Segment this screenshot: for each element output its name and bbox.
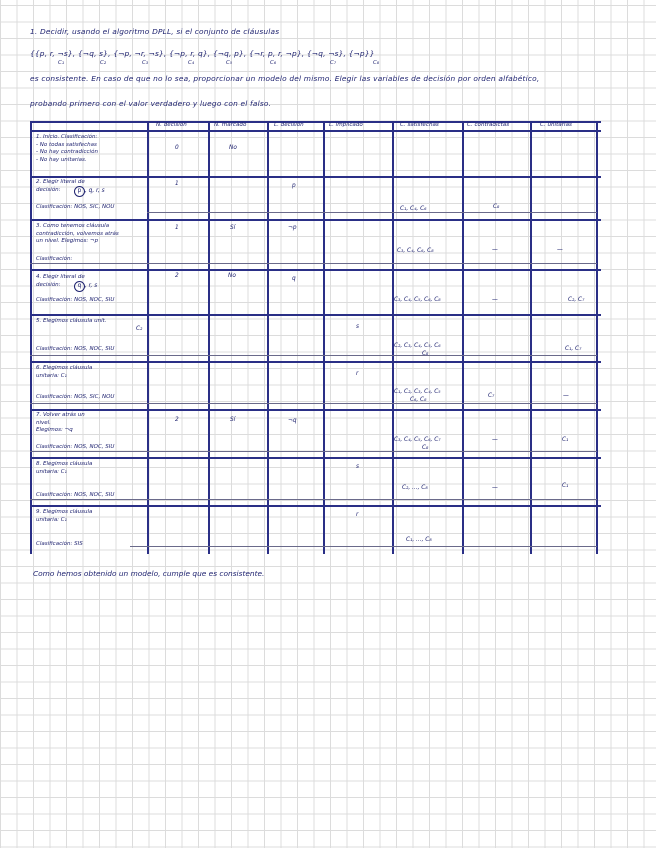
header-divider <box>30 130 601 132</box>
underline <box>30 499 597 500</box>
classification: Clasificación: SIS <box>36 541 83 547</box>
cell-c-contradictas: — <box>492 247 498 253</box>
row-divider <box>30 269 601 271</box>
step-description: 5. Elegimos cláusula unit. <box>36 318 107 324</box>
cell-c-contradictas: — <box>492 485 498 491</box>
classification: Clasificación: NOS, NOC, SIU <box>36 492 115 498</box>
step-description: 6. Elegimos cláusula unitaria: C₁ <box>36 365 93 379</box>
column-divider <box>267 121 269 554</box>
dpll-table <box>30 121 601 554</box>
underline <box>30 263 597 264</box>
cell-c-satisfechas-cont: C₈ <box>422 445 429 451</box>
statement-line-3: es consistente. En caso de que no lo sea, proporcionar un modelo del mismo. Elegir las variables de decisión por orden alfabético, <box>30 74 540 83</box>
table-border <box>596 121 598 554</box>
decision-order <box>74 281 97 292</box>
cell-n-decision: 2 <box>175 273 179 279</box>
classification: Clasificación: NOS, NOC, SIU <box>36 297 115 303</box>
row-divider <box>30 457 601 459</box>
cell-c-contradictas: — <box>492 297 498 303</box>
classification: Clasificación: NOS, NOC, SIU <box>36 346 115 352</box>
cell-c-contradictas: C₇ <box>488 393 495 399</box>
step-description: 7. Volver atrás un nivel. Elegimos: ¬q <box>36 412 85 434</box>
classification: Clasificación: NOS, SIC, NOU <box>36 394 115 400</box>
underline <box>130 546 597 547</box>
cell-c-satisfechas: C₃, C₄, C₅, C₆, C₈ <box>394 297 441 303</box>
cell-c-satisfechas-cont: C₈ <box>422 351 429 357</box>
cell-l-implicado: s <box>356 324 360 330</box>
cell-l-decision: ¬q <box>288 418 297 424</box>
cell-c-unitarias: C₁, C₇ <box>565 346 582 352</box>
cell-c-satisfechas: C₁, ..., C₈ <box>406 537 432 543</box>
cell-l-decision: p <box>292 183 296 189</box>
step-description: 4. Elegir literal de decisión: <box>36 274 85 288</box>
row-divider <box>30 176 601 178</box>
decision-order <box>74 186 105 197</box>
clause-label: C₆ <box>270 60 277 66</box>
header-c-contradictas: C. contradictas <box>467 122 510 128</box>
underline <box>30 355 597 356</box>
cell-c-satisfechas: C₂, C₃, C₄, C₅, C₆ <box>394 343 441 349</box>
cell-n-decision: 2 <box>175 417 179 423</box>
underline <box>147 212 597 213</box>
cell-c-satisfechas: C₁, C₄, C₆ <box>400 206 427 212</box>
row-divider <box>30 361 601 363</box>
cell-c-satisfechas-cont: C₆, C₈ <box>410 397 427 403</box>
cell-c-satisfechas: C₃, C₄, C₅, C₆, C₇ <box>394 437 441 443</box>
row-divider <box>30 219 601 221</box>
step-description: 2. Elegir literal de decisión: <box>36 179 85 193</box>
literal-rest: , r, s <box>85 283 98 289</box>
clause-label: C₂ <box>100 60 107 66</box>
step-description: 3. Como tenemos cláusula contradicción, volvemos atrás un nivel. Elegimos: ¬p <box>36 223 119 245</box>
conclusion-text: Como hemos obtenido un modelo, cumple que es consistente. <box>33 569 265 578</box>
clause-label: C₈ <box>373 60 380 66</box>
step-description: 9. Elegimos cláusula unitaria: C₁ <box>36 509 93 523</box>
cell-c-satisfechas: C₂, ..., C₈ <box>402 485 428 491</box>
header-c-satisfechas: C. satisfechas <box>400 122 439 128</box>
cell-c-unitarias: C₁ <box>562 483 569 489</box>
statement-clause-set: {{p, r, ¬s}, {¬q, s}, {¬p, ¬r, ¬s}, {¬p, r, q}, {¬q, p}, {¬r, p, r, ¬p}, {¬q, ¬s}, {¬p}} <box>30 49 375 58</box>
cell-c-satisfechas: C₁, C₂, C₃, C₄, C₅ <box>394 389 441 395</box>
clause-label: C₇ <box>330 60 337 66</box>
clause-label: C₅ <box>226 60 233 66</box>
clause-subscripts <box>30 60 430 68</box>
column-divider <box>323 121 325 554</box>
clause-label: C₄ <box>188 60 195 66</box>
column-divider <box>530 121 532 554</box>
underline <box>30 403 597 404</box>
column-divider <box>392 121 394 554</box>
header-n-marcado: N. marcado <box>214 122 247 128</box>
circled-literal: q <box>74 281 85 292</box>
cell-l-implicado: s <box>356 464 360 470</box>
literal-rest: , q, r, s <box>85 188 105 194</box>
cell-c-contradictas: — <box>492 437 498 443</box>
cell-c-unitarias: C₁ <box>562 437 569 443</box>
cell-c-unitarias: C₂, C₇ <box>568 297 585 303</box>
cell-n-marcado: No <box>229 145 237 151</box>
table-border <box>30 121 32 554</box>
header-l-decision: L. decisión <box>274 122 304 128</box>
cell-n-decision: 0 <box>175 145 179 151</box>
cell-l-decision: q <box>292 276 296 282</box>
classification: Clasificación: NOS, NOC, SIU <box>36 444 115 450</box>
cell-n-marcado: Sí <box>230 225 236 231</box>
statement-line-1: 1. Decidir, usando el algoritmo DPLL, si el conjunto de cláusulas <box>30 27 280 36</box>
cell-c-contradictas: C₈ <box>493 204 500 210</box>
clause-label: C₁ <box>58 60 65 66</box>
statement-line-4: probando primero con el valor verdadero y luego con el falso. <box>30 99 272 108</box>
classification: Clasificación: <box>36 256 73 262</box>
clause-label: C₃ <box>142 60 149 66</box>
cell-c-unitarias: — <box>557 247 563 253</box>
cell-n-decision: 1 <box>175 181 179 187</box>
header-c-unitarias: C. unitarias <box>540 122 572 128</box>
row-divider <box>30 314 601 316</box>
cell-l-decision: ¬p <box>288 225 297 231</box>
step-description: 1. Inicio. Clasificación: - No todas satisfechas - No hay contradicción - No hay unitarias. <box>36 134 98 163</box>
header-l-implicado: L. implicado <box>329 122 363 128</box>
cell-n-marcado: No <box>228 273 236 279</box>
header-n-decision: N. decisión <box>156 122 187 128</box>
step-subscript: C₂ <box>136 326 143 332</box>
table-border <box>30 121 601 123</box>
classification: Clasificación: NOS, SIC, NOU <box>36 204 115 210</box>
column-divider <box>462 121 464 554</box>
row-divider <box>30 505 601 507</box>
column-divider <box>208 121 210 554</box>
cell-n-decision: 1 <box>175 225 179 231</box>
cell-l-implicado: r <box>356 512 359 518</box>
column-divider <box>147 121 149 554</box>
underline <box>30 451 597 452</box>
row-divider <box>30 409 601 411</box>
cell-c-satisfechas: C₃, C₄, C₆, C₈ <box>397 248 434 254</box>
cell-c-unitarias: — <box>563 393 569 399</box>
circled-literal: p <box>74 186 85 197</box>
step-description: 8. Elegimos cláusula unitaria: C₁ <box>36 461 93 475</box>
cell-l-implicado: r <box>356 371 359 377</box>
cell-n-marcado: Sí <box>230 417 236 423</box>
